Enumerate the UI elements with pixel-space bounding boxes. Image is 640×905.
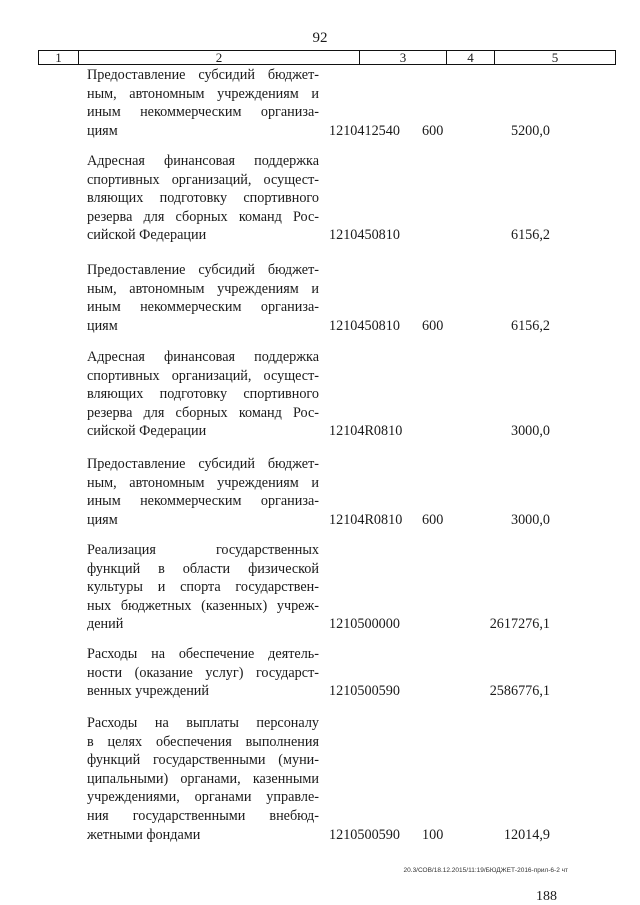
description-line: Расходы на обеспечение деятель-: [87, 646, 319, 662]
row-description: [87, 152, 319, 245]
description-line: ности (оказание услуг) государст-: [87, 664, 319, 681]
row-expense-type: 600: [422, 317, 444, 334]
row-expense-type: 600: [422, 511, 444, 528]
description-line: учреждениями, органами управле-: [87, 789, 319, 806]
description-line: Расходы на выплаты персоналу: [87, 715, 319, 731]
row-amount: 2617276,1: [489, 616, 550, 633]
description-line: функций государственными (муни-: [87, 752, 319, 769]
description-line: венных учреждений: [87, 683, 209, 700]
column-header-1: 1: [55, 50, 62, 65]
row-description: [87, 66, 319, 140]
description-line: сийской Федерации: [87, 227, 207, 244]
description-line: иным некоммерческим организа-: [87, 493, 319, 510]
description-line: сийской Федерации: [87, 423, 207, 440]
description-line: дений: [87, 616, 124, 633]
row-amount: 6156,2: [510, 227, 550, 244]
column-header-5: 5: [494, 51, 615, 64]
description-line: Предоставление субсидий бюджет-: [87, 67, 319, 83]
description-line: циям: [87, 317, 118, 334]
description-line: ным, автономным учреждениям и: [87, 474, 319, 491]
description-line: спортивных организаций, осущест-: [87, 171, 319, 188]
description-line: Предоставление субсидий бюджет-: [87, 456, 319, 472]
description-line: ным, автономным учреждениям и: [87, 280, 319, 297]
row-description: [87, 645, 319, 701]
description-line: ным, автономным учреждениям и: [87, 85, 319, 102]
column-header-3: 3: [359, 51, 446, 64]
description-line: функций в области физической: [87, 560, 319, 577]
row-expense-type: 600: [422, 122, 444, 139]
description-line: циям: [87, 122, 118, 139]
row-program-code: 1210500000: [329, 616, 400, 633]
description-line: жетными фондами: [87, 826, 201, 843]
row-amount: 5200,0: [510, 122, 550, 139]
description-line: спортивных организаций, осущест-: [87, 367, 319, 384]
description-line: резерва для сборных команд Рос-: [87, 404, 319, 421]
description-line: культуры и спорта государствен-: [87, 579, 319, 596]
row-description: [87, 455, 319, 529]
description-line: ципальными) органами, казенными: [87, 770, 319, 787]
description-line: ных бюджетных (казенных) учреж-: [87, 597, 319, 614]
row-amount: 6156,2: [510, 317, 550, 334]
document-stamp: 20.3/СОВ/18.12.2015/11:19/БЮДЖЕТ-2016-прил-6-2 чт: [403, 867, 568, 874]
description-line: ния государственными внебюд-: [87, 807, 319, 824]
row-program-code: 12104R0810: [329, 511, 403, 528]
row-amount: 3000,0: [510, 511, 550, 528]
table-header-row: [38, 50, 616, 65]
description-line: вляющих подготовку спортивного: [87, 190, 319, 207]
description-line: Адресная финансовая поддержка: [87, 349, 319, 365]
row-program-code: 1210500590: [329, 826, 400, 843]
description-line: вляющих подготовку спортивного: [87, 386, 319, 403]
row-amount: 2586776,1: [489, 683, 550, 700]
description-line: резерва для сборных команд Рос-: [87, 208, 319, 225]
row-expense-type: 100: [422, 826, 444, 843]
row-program-code: 1210412540: [329, 122, 400, 139]
description-line: иным некоммерческим организа-: [87, 104, 319, 121]
row-description: [87, 714, 319, 844]
row-description: [87, 348, 319, 441]
page-mark: 188: [536, 889, 557, 903]
column-header-4: 4: [446, 51, 494, 64]
description-line: циям: [87, 511, 118, 528]
description-line: в целях обеспечения выполнения: [87, 733, 319, 750]
row-program-code: 12104R0810: [329, 423, 403, 440]
description-line: Предоставление субсидий бюджет-: [87, 262, 319, 278]
row-description: [87, 541, 319, 634]
page-number: 92: [312, 30, 328, 46]
description-line: Реализация государственных: [87, 542, 319, 558]
row-program-code: 1210450810: [329, 227, 400, 244]
row-description: [87, 261, 319, 335]
row-program-code: 1210450810: [329, 317, 400, 334]
row-amount: 3000,0: [510, 423, 550, 440]
description-line: Адресная финансовая поддержка: [87, 153, 319, 169]
row-amount: 12014,9: [503, 826, 550, 843]
column-header-2: 2: [78, 51, 359, 64]
description-line: иным некоммерческим организа-: [87, 299, 319, 316]
row-program-code: 1210500590: [329, 683, 400, 700]
